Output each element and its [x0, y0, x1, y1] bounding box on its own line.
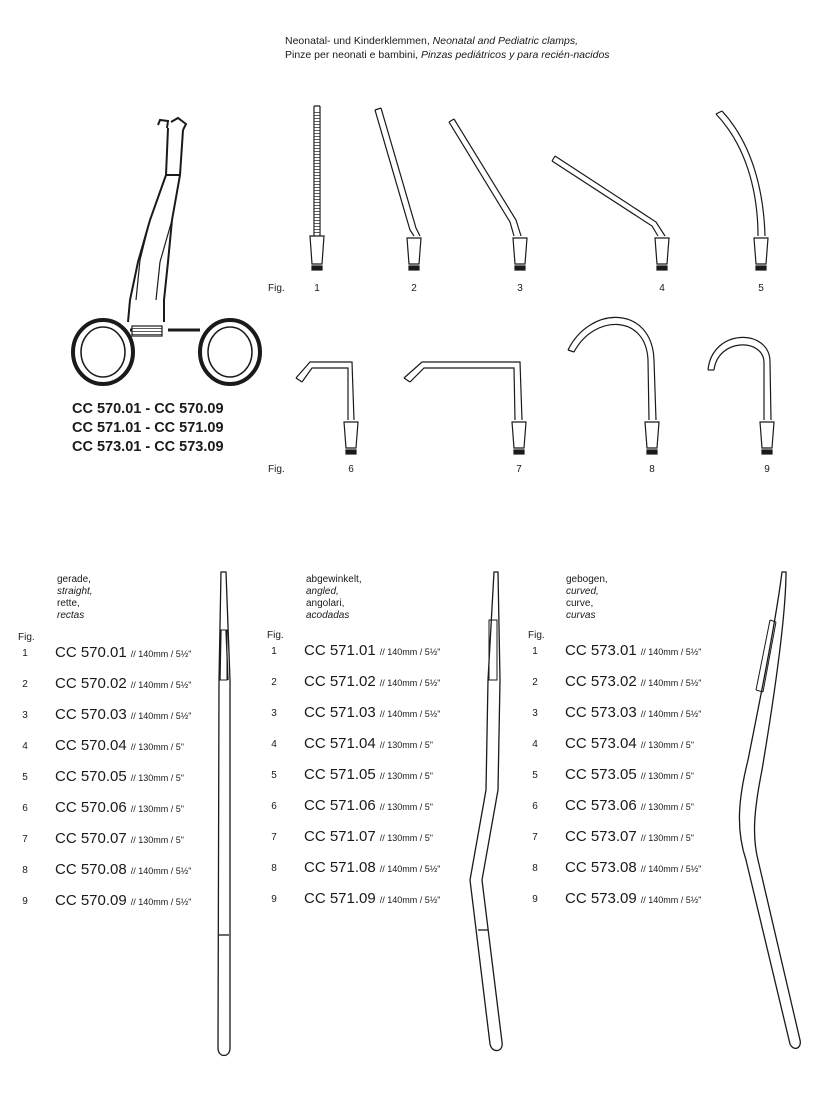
- item-code: CC 573.01: [565, 642, 637, 659]
- item-code: CC 570.06: [55, 799, 127, 816]
- item-code: CC 573.06: [565, 797, 637, 814]
- fig-number-7: 7: [516, 464, 522, 475]
- column-heading-curved: gebogen, curved, curve, curvas: [566, 574, 608, 621]
- item-code: CC 573.02: [565, 673, 637, 690]
- item-size: // 130mm / 5": [379, 802, 433, 812]
- item-size: // 140mm / 5½": [130, 866, 192, 876]
- item-size: // 130mm / 5": [640, 771, 694, 781]
- item-code: CC 570.03: [55, 706, 127, 723]
- item-size: // 140mm / 5½": [130, 711, 192, 721]
- item-size: // 140mm / 5½": [130, 897, 192, 907]
- item-size: // 140mm / 5½": [640, 678, 702, 688]
- item-code: CC 571.04: [304, 735, 376, 752]
- item-size: // 140mm / 5½": [379, 864, 441, 874]
- tip-fig-2: [375, 108, 421, 270]
- item-size: // 140mm / 5½": [379, 895, 441, 905]
- item-code: CC 571.01: [304, 642, 376, 659]
- tip-fig-5: [716, 111, 768, 270]
- item-code: CC 573.08: [565, 859, 637, 876]
- instrument-straight: [218, 572, 230, 1056]
- column-fig-label: Fig.: [528, 630, 545, 641]
- item-code: CC 570.07: [55, 830, 127, 847]
- item-code: CC 573.03: [565, 704, 637, 721]
- fig-number-9: 9: [764, 464, 770, 475]
- fig-number-3: 3: [517, 283, 523, 294]
- fig-number-2: 2: [411, 283, 417, 294]
- item-size: // 140mm / 5½": [640, 709, 702, 719]
- item-code: CC 570.02: [55, 675, 127, 692]
- item-size: // 140mm / 5½": [379, 647, 441, 657]
- item-code: CC 573.05: [565, 766, 637, 783]
- item-code: CC 571.03: [304, 704, 376, 721]
- item-size: // 130mm / 5": [130, 773, 184, 783]
- column-heading-angled: abgewinkelt, angled, angolari, acodadas: [306, 574, 362, 621]
- item-code: CC 571.07: [304, 828, 376, 845]
- item-size: // 130mm / 5": [640, 833, 694, 843]
- tip-fig-7: [404, 362, 526, 454]
- item-code: CC 570.08: [55, 861, 127, 878]
- item-size: // 140mm / 5½": [640, 864, 702, 874]
- fig-label-row2: Fig.: [268, 464, 285, 475]
- item-code: CC 570.09: [55, 892, 127, 909]
- clamp-illustration: [73, 118, 260, 384]
- item-size: // 130mm / 5": [640, 802, 694, 812]
- item-size: // 130mm / 5": [379, 740, 433, 750]
- fig-number-8: 8: [649, 464, 655, 475]
- tip-fig-3: [449, 119, 527, 270]
- item-code: CC 570.01: [55, 644, 127, 661]
- product-code-range: CC 573.01 - CC 573.09: [72, 439, 224, 455]
- product-code-range: CC 570.01 - CC 570.09: [72, 401, 224, 417]
- item-code: CC 571.08: [304, 859, 376, 876]
- tip-fig-9: [708, 337, 774, 454]
- item-size: // 130mm / 5": [640, 740, 694, 750]
- item-size: // 140mm / 5½": [640, 647, 702, 657]
- tip-fig-1: [310, 106, 324, 270]
- fig-number-6: 6: [348, 464, 354, 475]
- item-code: CC 571.02: [304, 673, 376, 690]
- item-code: CC 573.04: [565, 735, 637, 752]
- tip-fig-4: [552, 156, 669, 270]
- fig-label-row1: Fig.: [268, 283, 285, 294]
- item-code: CC 573.09: [565, 890, 637, 907]
- item-code: CC 570.05: [55, 768, 127, 785]
- item-code: CC 571.06: [304, 797, 376, 814]
- column-heading-straight: gerade, straight, rette, rectas: [57, 574, 93, 621]
- instrument-curved: [739, 572, 800, 1048]
- item-size: // 130mm / 5": [130, 742, 184, 752]
- fig-number-5: 5: [758, 283, 764, 294]
- item-code: CC 571.09: [304, 890, 376, 907]
- header-line-1: Neonatal- und Kinderklemmen, Neonatal and Pediatric clamps,: [285, 35, 579, 47]
- item-size: // 140mm / 5½": [379, 678, 441, 688]
- item-size: // 130mm / 5": [379, 771, 433, 781]
- item-size: // 130mm / 5": [130, 835, 184, 845]
- product-code-range: CC 571.01 - CC 571.09: [72, 420, 224, 436]
- header-line-2: Pinze per neonati e bambini, Pinzas pediátricos y para recién-nacidos: [285, 48, 610, 61]
- column-fig-label: Fig.: [267, 630, 284, 641]
- column-fig-label: Fig.: [18, 632, 35, 643]
- tip-fig-6: [296, 362, 358, 454]
- item-size: // 140mm / 5½": [130, 649, 192, 659]
- item-size: // 130mm / 5": [379, 833, 433, 843]
- instrument-angled: [470, 572, 502, 1051]
- item-code: CC 571.05: [304, 766, 376, 783]
- tip-fig-8: [568, 317, 659, 454]
- product-code-block: [72, 400, 224, 457]
- item-code: CC 573.07: [565, 828, 637, 845]
- item-size: // 140mm / 5½": [130, 680, 192, 690]
- fig-number-4: 4: [659, 283, 665, 294]
- fig-number-1: 1: [314, 283, 320, 294]
- item-size: // 140mm / 5½": [379, 709, 441, 719]
- item-size: // 130mm / 5": [130, 804, 184, 814]
- item-size: // 140mm / 5½": [640, 895, 702, 905]
- item-code: CC 570.04: [55, 737, 127, 754]
